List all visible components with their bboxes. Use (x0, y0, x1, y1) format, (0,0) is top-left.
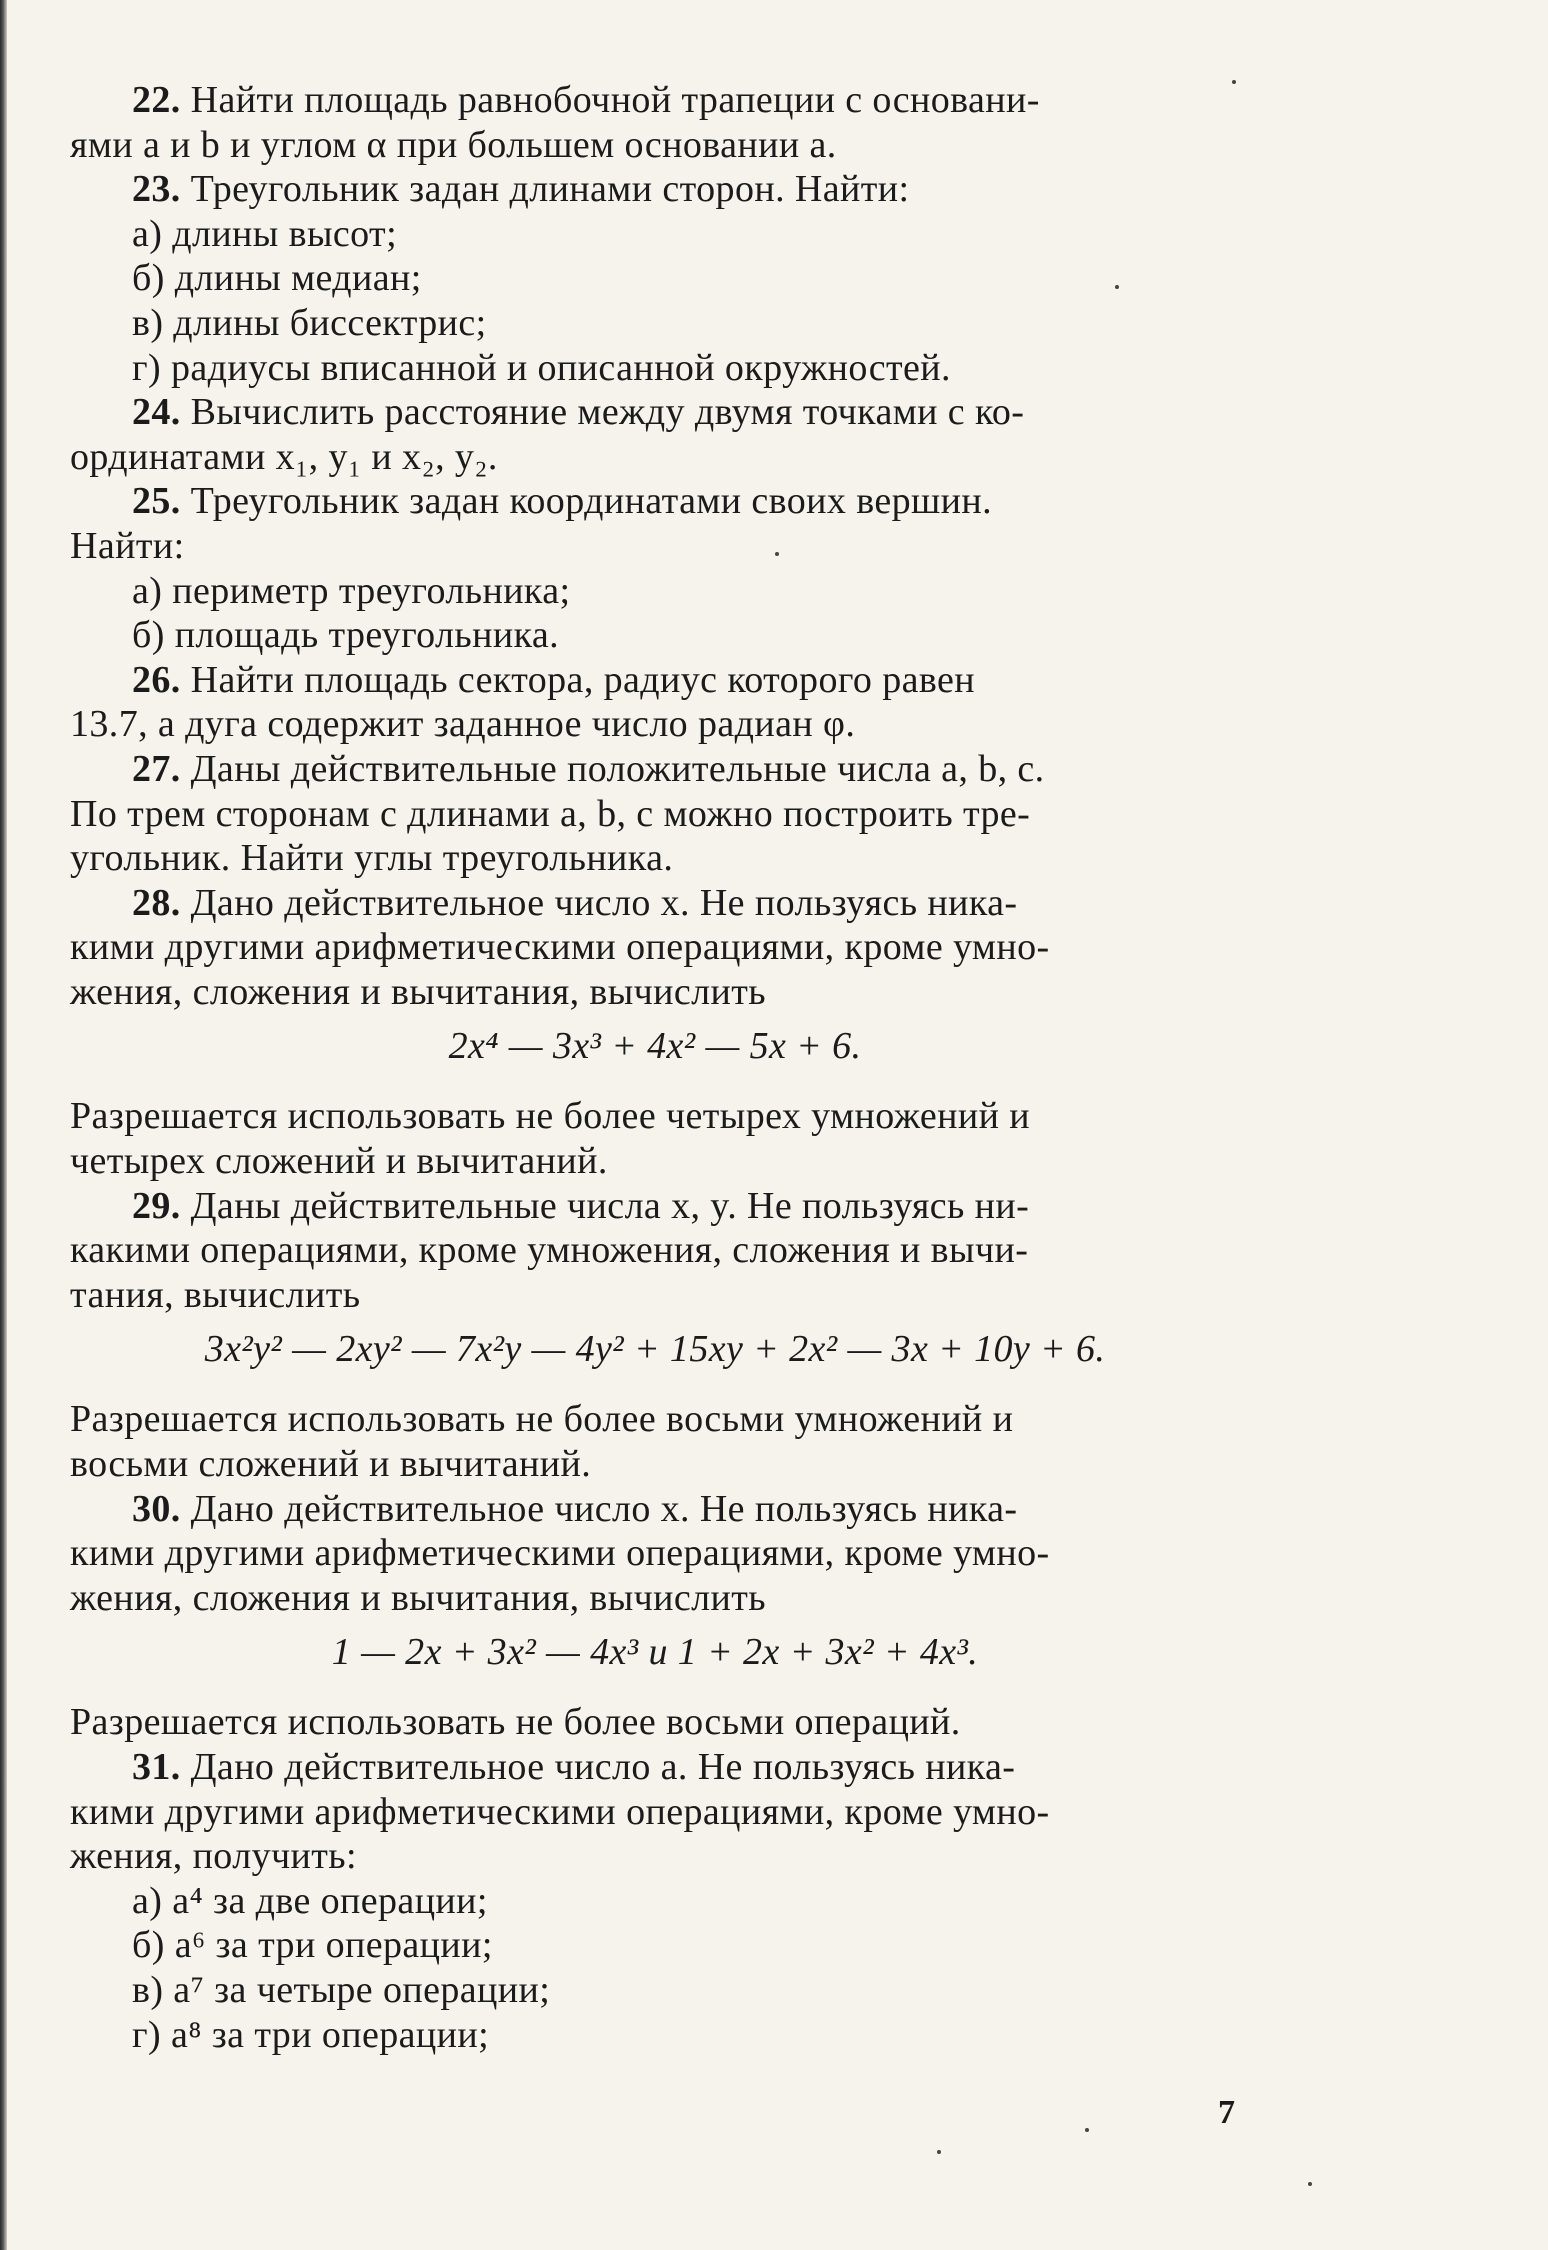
text-line: жения, сложения и вычитания, вычислить (70, 970, 766, 1013)
text-line: четырех сложений и вычитаний. (70, 1140, 608, 1183)
text-line: Даны действительные числа x, y. Не пользуясь ни- (190, 1184, 1030, 1227)
text-line: угольник. Найти углы треугольника. (70, 837, 674, 880)
text-line: Дано действительное число x. Не пользуясь ника- (190, 1487, 1018, 1530)
problem-27 (70, 747, 1240, 881)
list-item: в) длины биссектрис; (132, 301, 487, 344)
text-line: кими другими арифметическими операциями, кроме умно- (70, 1532, 1050, 1575)
text-line: жения, получить: (70, 1835, 357, 1878)
list-item: в) a⁷ за четыре операции; (132, 1968, 551, 2011)
text-line: По трем сторонам с длинами a, b, c можно построить тре- (70, 792, 1031, 835)
text-line: Треугольник задан координатами своих вершин. (190, 480, 993, 523)
problem-number: 23. (132, 168, 181, 211)
text-line: 13.7, а дуга содержит заданное число радиан φ. (70, 703, 856, 746)
list-item: а) периметр треугольника; (132, 569, 571, 612)
text-line: восьми сложений и вычитаний. (70, 1443, 592, 1486)
text-line: Дано действительное число x. Не пользуясь ника- (190, 881, 1018, 924)
scan-speck (775, 552, 779, 556)
list-item: б) площадь треугольника. (132, 614, 560, 657)
problem-23 (70, 167, 1240, 390)
problem-number: 31. (132, 1746, 181, 1788)
text-line: кими другими арифметическими операциями, кроме умно- (70, 1790, 1050, 1833)
text-line: Найти площадь равнобочной трапеции с основани- (190, 79, 1040, 121)
problem-number: 27. (132, 747, 181, 790)
text-line: кими другими арифметическими операциями, кроме умно- (70, 926, 1050, 969)
formula: 1 — 2x + 3x² — 4x³ и 1 + 2x + 3x² + 4x³. (331, 1631, 979, 1674)
text-line: Даны действительные положительные числа a, b, c. (190, 747, 1045, 790)
problem-number: 28. (132, 881, 181, 924)
text-line: какими операциями, кроме умножения, сложения и вычи- (70, 1229, 1029, 1272)
page-number: 7 (1218, 2094, 1235, 2131)
list-item: а) длины высот; (132, 212, 398, 255)
scan-speck (1308, 2182, 1312, 2186)
text-line: Вычислить расстояние между двумя точками с ко- (190, 391, 1025, 434)
text-line: Дано действительное число a. Не пользуясь ника- (190, 1746, 1016, 1788)
text-line: Разрешается использовать не более восьми умножений и (70, 1398, 1014, 1441)
text-line: Найти площадь сектора, радиус которого равен (190, 658, 975, 701)
list-item: г) a⁸ за три операции; (132, 2013, 490, 2056)
list-item: г) радиусы вписанной и описанной окружностей. (132, 346, 951, 389)
problem-number: 29. (132, 1184, 181, 1227)
scan-speck (937, 2150, 941, 2154)
text-line: тания, вычислить (70, 1273, 361, 1316)
page-binding-edge (0, 0, 7, 2250)
scan-speck (1232, 80, 1236, 84)
text-line: жения, сложения и вычитания, вычислить (70, 1576, 766, 1619)
scan-speck (1115, 285, 1119, 289)
problem-number: 25. (132, 480, 181, 523)
problem-26 (70, 658, 1240, 747)
problem-number: 24. (132, 391, 181, 434)
problem-24 (70, 390, 1240, 479)
text-line: Найти: (70, 524, 185, 567)
problem-30 (70, 1487, 1240, 1745)
list-item: а) a⁴ за две операции; (132, 1879, 488, 1922)
problem-22 (70, 78, 1240, 167)
text-line: Разрешается использовать не более восьми операций. (70, 1701, 961, 1744)
text-line: Треугольник задан длинами сторон. Найти: (190, 168, 910, 211)
formula: 2x⁴ — 3x³ + 4x² — 5x + 6. (448, 1025, 862, 1068)
scan-speck (1085, 2128, 1089, 2132)
problem-28 (70, 881, 1240, 1184)
problem-number: 26. (132, 658, 181, 701)
problem-number: 22. (132, 79, 181, 121)
list-item: б) a⁶ за три операции; (132, 1924, 493, 1967)
text-line: ями a и b и углом α при большем основании a. (70, 123, 837, 166)
text-line: Разрешается использовать не более четырех умножений и (70, 1095, 1030, 1138)
list-item: б) длины медиан; (132, 257, 422, 300)
page-text (70, 78, 1240, 2057)
problem-25 (70, 479, 1240, 657)
problem-number: 30. (132, 1487, 181, 1530)
formula: 3x²y² — 2xy² — 7x²y — 4y² + 15xy + 2x² — 3x + 10y + 6. (204, 1328, 1106, 1371)
problem-31 (70, 1745, 1240, 2057)
problem-29 (70, 1184, 1240, 1487)
text-line: ординатами x₁, y₁ и x₂, y₂. (70, 435, 498, 478)
